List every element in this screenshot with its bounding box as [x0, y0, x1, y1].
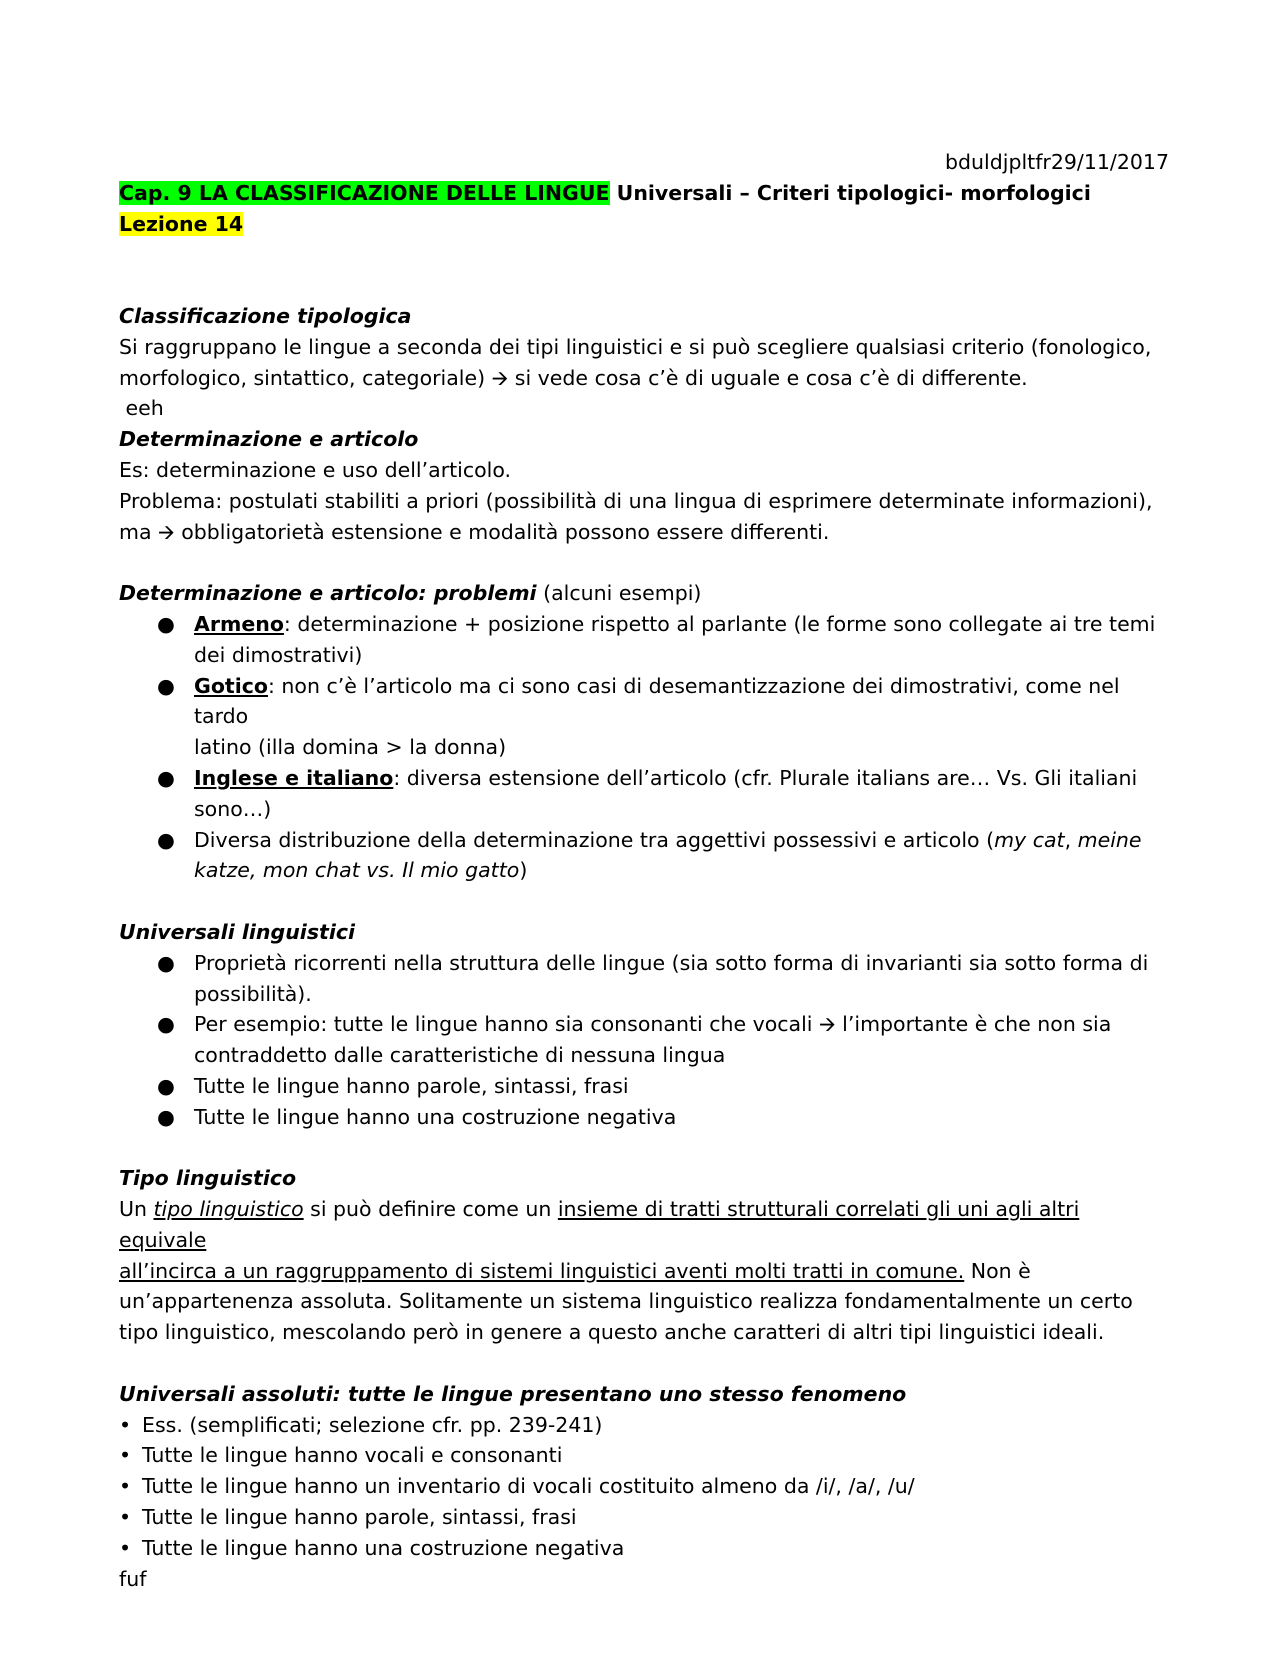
section-heading: Universali linguistici — [119, 919, 356, 944]
bullet-icon: ● — [157, 1073, 175, 1098]
lesson-label: Lezione 14 — [119, 211, 244, 236]
paragraph-line: eeh — [119, 396, 164, 421]
paragraph-line: ma 🡪 obbligatorietà estensione e modalità possono essere differenti. — [119, 519, 830, 544]
paragraph-line: Es: determinazione e uso dell’articolo. — [119, 457, 512, 482]
list-item — [119, 1440, 1169, 1471]
paragraph-line — [119, 1194, 1169, 1256]
list-item-term: Inglese e italiano — [194, 765, 394, 790]
chapter-title: Cap. 9 LA CLASSIFICAZIONE DELLE LINGUE — [119, 180, 610, 205]
list-item-text: Ess. (semplificati; selezione cfr. pp. 239-241) — [142, 1412, 603, 1437]
paragraph-line: tipo linguistico, mescolando però in genere a questo anche caratteri di altri tipi linguistici ideali. — [119, 1320, 1105, 1345]
list-item-text: , — [1064, 827, 1078, 852]
section-heading: Universali assoluti: tutte le lingue presentano uno stesso fenomeno — [119, 1381, 907, 1406]
paragraph-line: Si raggruppano le lingue a seconda dei tipi linguistici e si può scegliere qualsiasi criterio (fonologico, — [119, 334, 1152, 359]
paragraph-text: Un — [119, 1197, 154, 1222]
bullet-icon: • — [119, 1474, 132, 1499]
list-item — [119, 1009, 1169, 1071]
section-heading-line — [119, 578, 1169, 609]
paragraph-line: Problema: postulati stabiliti a priori (possibilità di una lingua di esprimere determinate informazioni), — [119, 488, 1153, 513]
section-heading: Tipo linguistico — [119, 1166, 297, 1191]
bullet-list — [119, 609, 1169, 886]
list-item-text: ) — [519, 858, 528, 883]
bullet-icon: • — [119, 1505, 132, 1530]
bullet-icon: ● — [157, 1104, 175, 1129]
list-item-text: dei dimostrativi) — [194, 642, 363, 667]
section-heading-suffix: (alcuni esempi) — [536, 581, 702, 606]
list-item — [119, 763, 1169, 825]
list-item-text: Tutte le lingue hanno un inventario di vocali costituito almeno da /i/, /a/, /u/ — [142, 1474, 915, 1499]
list-item — [119, 1410, 1169, 1441]
bullet-icon: • — [119, 1443, 132, 1468]
list-item — [119, 825, 1169, 887]
list-item — [119, 948, 1169, 1010]
bullet-icon: • — [119, 1535, 132, 1560]
list-item-text: Proprietà ricorrenti nella struttura delle lingue (sia sotto forma di invarianti sia sotto forma di — [194, 950, 1149, 975]
list-item-text: Tutte le lingue hanno parole, sintassi, frasi — [142, 1505, 577, 1530]
paragraph-line — [119, 1256, 1169, 1287]
list-item — [119, 1102, 1169, 1133]
list-item-text: Tutte le lingue hanno vocali e consonanti — [142, 1443, 563, 1468]
example-text: my cat — [994, 827, 1065, 852]
bullet-icon: ● — [157, 1012, 175, 1037]
list-item-term: Armeno — [194, 611, 284, 636]
list-item — [119, 609, 1169, 671]
list-item-text: Tutte le lingue hanno parole, sintassi, frasi — [194, 1073, 629, 1098]
list-item — [119, 1471, 1169, 1502]
spacer — [119, 1348, 1169, 1379]
spacer — [119, 239, 1169, 270]
list-item-text: Per esempio: tutte le lingue hanno sia consonanti che vocali 🡪 l’importante è che non sia — [194, 1012, 1112, 1037]
section-heading: Determinazione e articolo: problemi — [119, 581, 537, 606]
list-item — [119, 1533, 1169, 1564]
list-item-text: contraddetto dalle caratteristiche di nessuna lingua — [194, 1043, 726, 1068]
example-text: katze, mon chat vs. Il mio gatto — [194, 858, 520, 883]
underlined-text: all’incirca a un raggruppamento di sistemi linguistici aventi molti tratti in comune. — [119, 1258, 965, 1283]
bullet-list — [119, 1410, 1169, 1564]
list-item-text: Diversa distribuzione della determinazione tra aggettivi possessivi e articolo ( — [194, 827, 995, 852]
paragraph-line: un’appartenenza assoluta. Solitamente un sistema linguistico realizza fondamentalmente un certo — [119, 1289, 1133, 1314]
spacer — [119, 886, 1169, 917]
list-item — [119, 671, 1169, 763]
document-body — [119, 147, 1169, 1594]
underlined-text: insieme di tratti strutturali correlati gli uni agli altri equivale — [119, 1197, 1080, 1252]
spacer — [119, 547, 1169, 578]
chapter-title-line — [119, 178, 1169, 209]
list-item-text: : diversa estensione dell’articolo (cfr. Plurale italians are… Vs. Gli italiani — [393, 765, 1138, 790]
section-heading: Determinazione e articolo — [119, 427, 419, 452]
section-heading: Classificazione tipologica — [119, 303, 412, 328]
bullet-icon: ● — [157, 950, 175, 975]
date-line: bduldjpltfr29/11/2017 — [945, 150, 1169, 174]
paragraph-text: si può definire come un — [303, 1197, 558, 1222]
list-item — [119, 1071, 1169, 1102]
bullet-icon: • — [119, 1412, 132, 1437]
list-item-text: latino (illa domina > la donna) — [194, 735, 507, 760]
chapter-subtitle: Universali – Criteri tipologici- morfologici — [609, 180, 1091, 205]
list-item-term: Gotico — [194, 673, 268, 698]
list-item-text: : determinazione + posizione rispetto al parlante (le forme sono collegate ai tre temi — [283, 611, 1156, 636]
paragraph-line: morfologico, sintattico, categoriale) 🡪 si vede cosa c’è di uguale e cosa c’è di differente. — [119, 365, 1028, 390]
bullet-icon: ● — [157, 765, 175, 790]
paragraph-line: fuf — [119, 1566, 147, 1591]
spacer — [119, 1133, 1169, 1164]
list-item-text: Tutte le lingue hanno una costruzione negativa — [194, 1104, 677, 1129]
bullet-icon: ● — [157, 611, 175, 636]
paragraph-text: Non è — [964, 1258, 1031, 1283]
bullet-list — [119, 948, 1169, 1133]
list-item-text: : non c’è l’articolo ma ci sono casi di desemantizzazione dei dimostrativi, come nel tardo — [194, 673, 1120, 729]
bullet-icon: ● — [157, 827, 175, 852]
spacer — [119, 270, 1169, 301]
list-item-text: possibilità). — [194, 981, 312, 1006]
list-item-text: Tutte le lingue hanno una costruzione negativa — [142, 1535, 625, 1560]
example-text: meine — [1077, 827, 1142, 852]
list-item — [119, 1502, 1169, 1533]
bullet-icon: ● — [157, 673, 175, 698]
list-item-text: sono…) — [194, 796, 272, 821]
term-text: tipo linguistico — [153, 1197, 304, 1222]
lesson-line — [119, 209, 1169, 240]
